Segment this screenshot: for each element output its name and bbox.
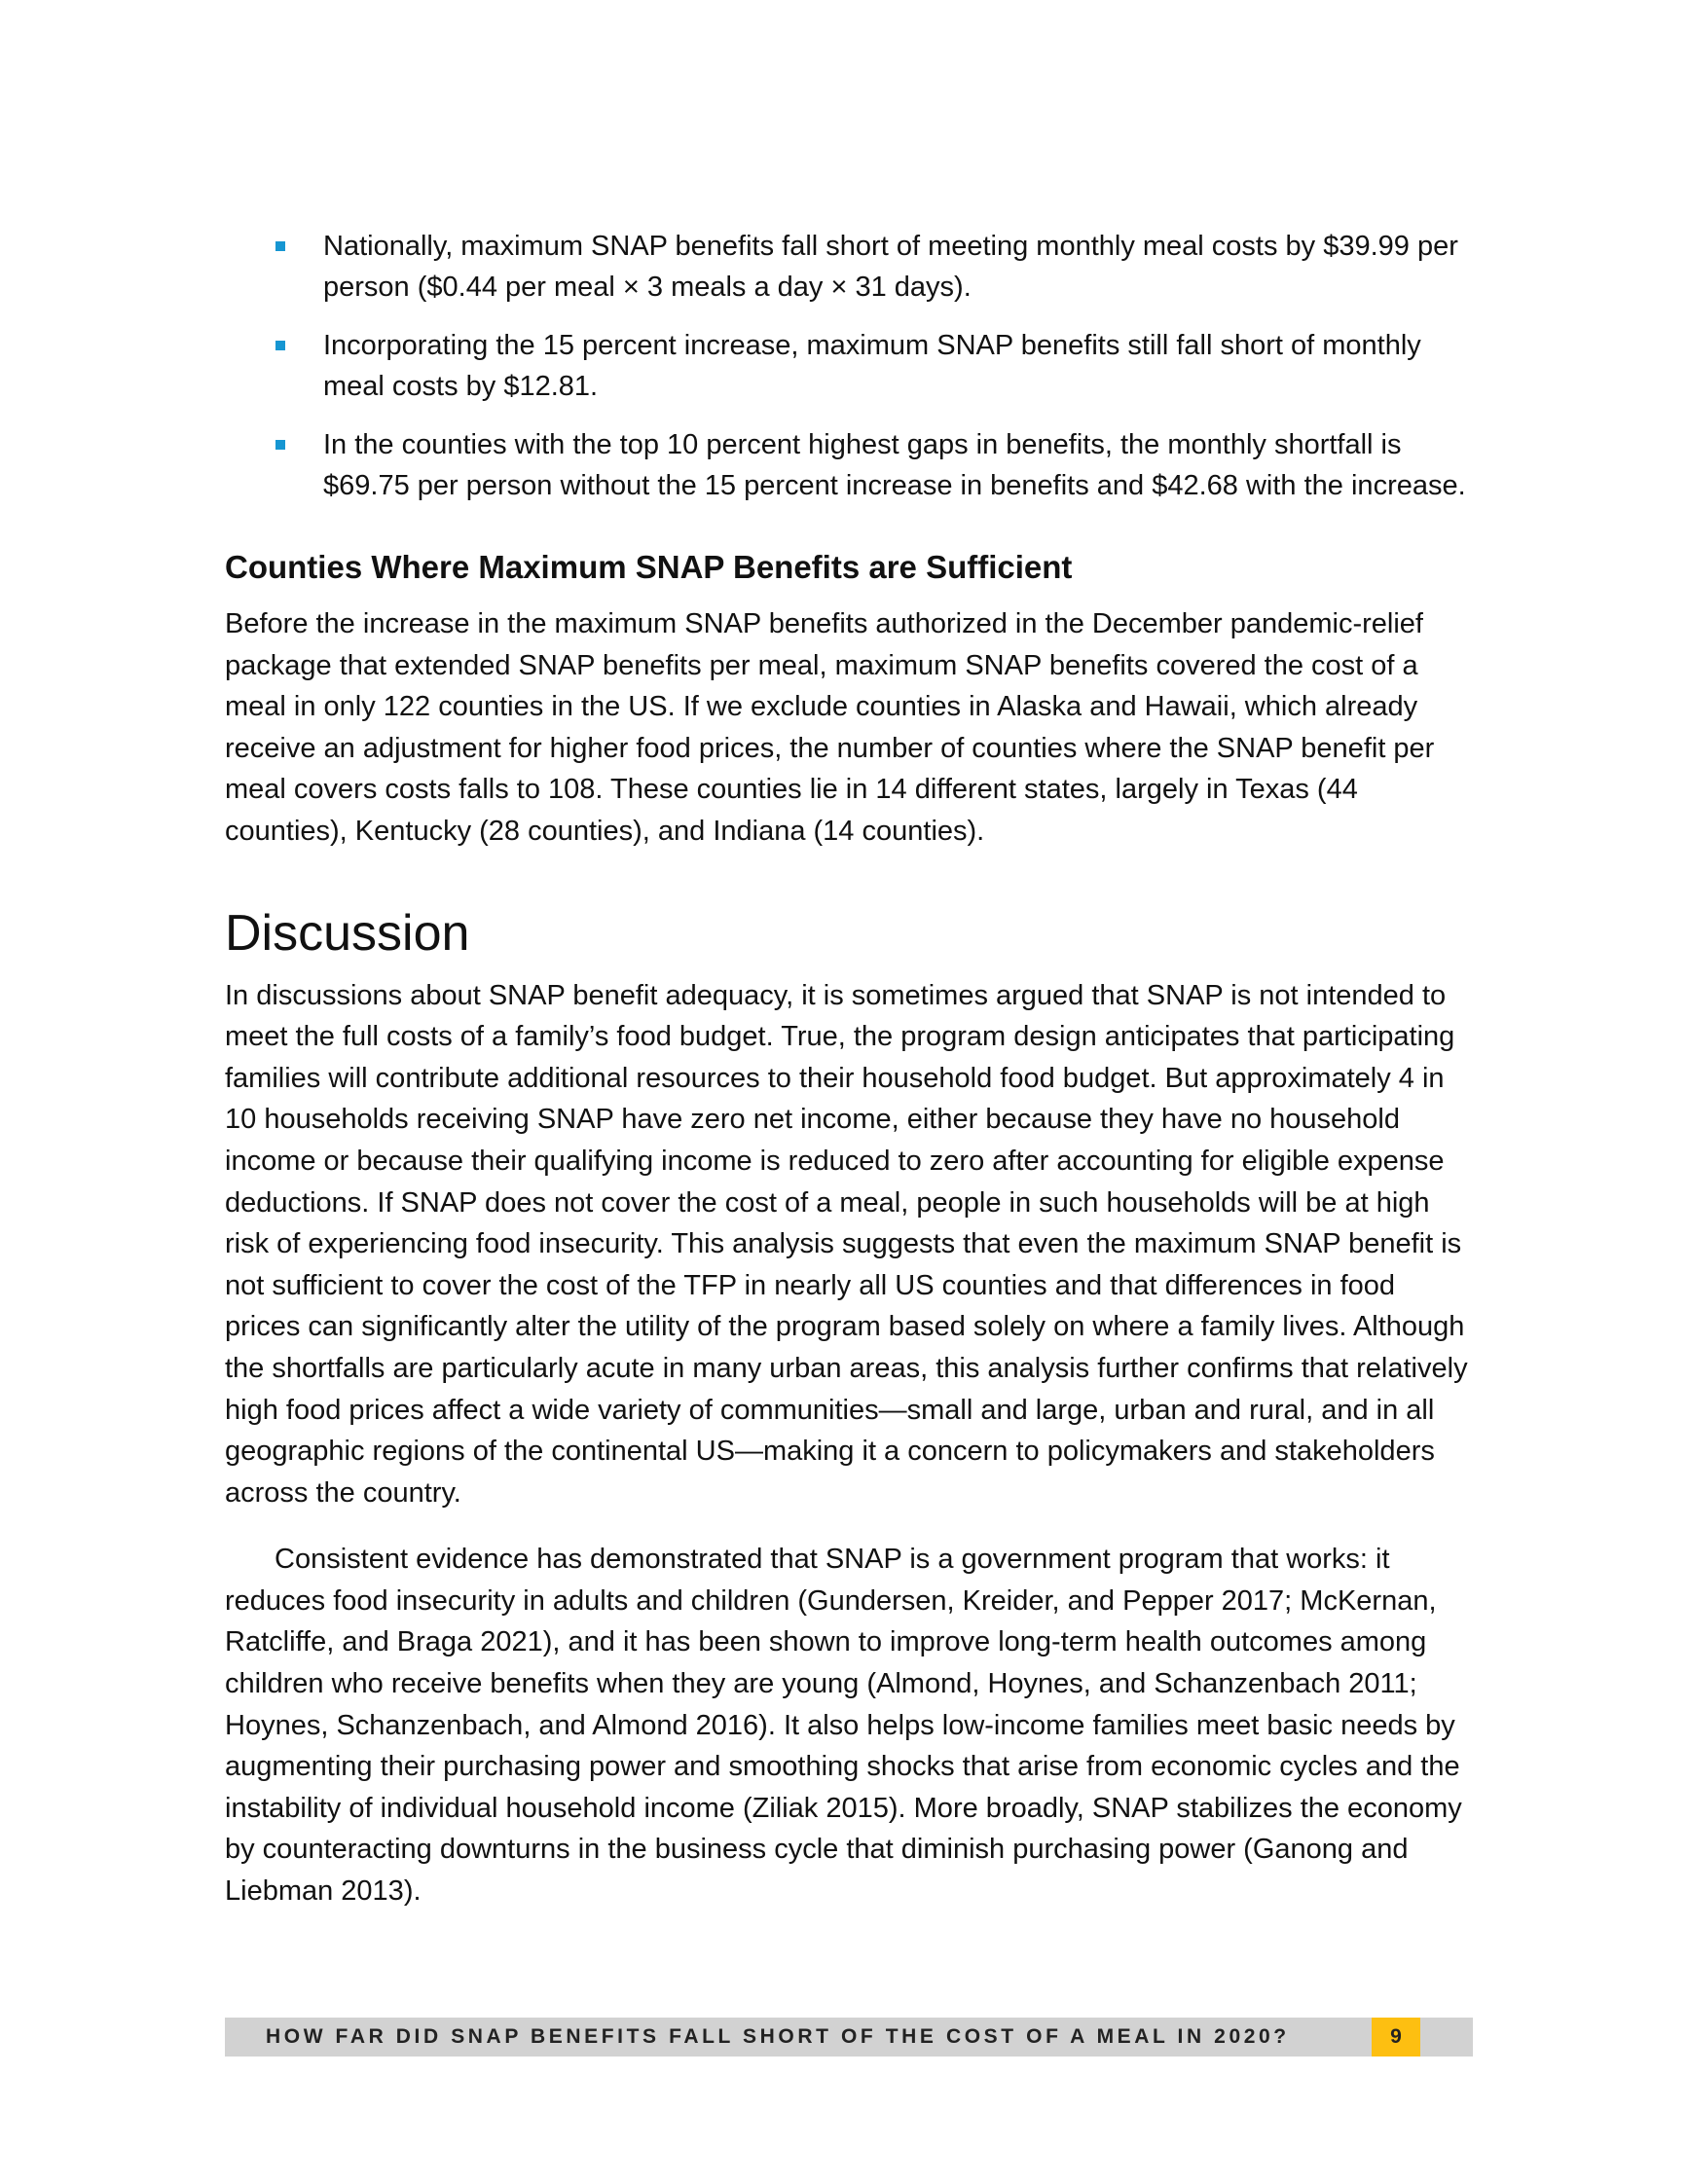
footer-bar: [225, 2018, 1473, 2057]
bullet-item: [225, 325, 1473, 407]
square-bullet-icon: [275, 440, 285, 450]
counties-heading: Counties Where Maximum SNAP Benefits are Sufficient: [225, 549, 1073, 585]
footer-title: HOW FAR DID SNAP BENEFITS FALL SHORT OF THE COST OF A MEAL IN 2020?: [266, 2025, 1290, 2048]
discussion-paragraph-2: Consistent evidence has demonstrated that SNAP is a government program that works: it reduces food insecurity in adults and children (Gundersen, Kreider, and Pepper 2017; McKernan, Ratcliffe, and Braga 2021), and it has been shown to improve long-term health outcomes among children who receive benefits when they are young (Almond, Hoynes, and Schanzenbach 2011; Hoynes, Schanzenbach, and Almond 2016). It also helps low-income families meet basic needs by augmenting their purchasing power and smoothing shocks that arise from economic cycles and the instability of individual household income (Ziliak 2015). More broadly, SNAP stabilizes the economy by counteracting downturns in the business cycle that diminish purchasing power (Ganong and Liebman 2013).: [225, 1544, 1462, 1908]
bullet-text: Nationally, maximum SNAP benefits fall short of meeting monthly meal costs by $39.99 per person ($0.44 per meal × 3 meals a day × 31 days).: [323, 231, 1458, 303]
square-bullet-icon: [275, 241, 285, 251]
page-number: 9: [1372, 2018, 1420, 2057]
page-content: [225, 226, 1473, 1912]
bullet-text: In the counties with the top 10 percent highest gaps in benefits, the monthly shortfall is $69.75 per person without the 15 percent increase in benefits and $42.68 with the increase.: [323, 429, 1466, 501]
bullet-item: [225, 226, 1473, 308]
counties-paragraph: Before the increase in the maximum SNAP benefits authorized in the December pandemic-relief package that extended SNAP benefits per meal, maximum SNAP benefits covered the cost of a meal in only 122 counties in the US. If we exclude counties in Alaska and Hawaii, which already receive an adjustment for higher food prices, the number of counties where the SNAP benefit per meal covers costs falls to 108. These counties lie in 14 different states, largely in Texas (44 counties), Kentucky (28 counties), and Indiana (14 counties).: [225, 608, 1435, 847]
discussion-paragraph-1: In discussions about SNAP benefit adequacy, it is sometimes argued that SNAP is not intended to meet the full costs of a family’s food budget. True, the program design anticipates that participating families will contribute additional resources to their household food budget. But approximately 4 in 10 households receiving SNAP have zero net income, either because they have no household income or because their qualifying income is reduced to zero after accounting for eligible expense deductions. If SNAP does not cover the cost of a meal, people in such households will be at high risk of experiencing food insecurity. This analysis suggests that even the maximum SNAP benefit is not sufficient to cover the cost of the TFP in nearly all US counties and that differences in food prices can significantly alter the utility of the program based solely on where a family lives. Although the shortfalls are particularly acute in many urban areas, this analysis further confirms that relatively high food prices affect a wide variety of communities—small and large, urban and rural, and in all geographic regions of the continental US—making it a concern to policymakers and stakeholders across the country.: [225, 979, 1468, 1509]
bullet-list: [225, 226, 1473, 506]
discussion-heading: Discussion: [225, 904, 470, 962]
square-bullet-icon: [275, 341, 285, 350]
bullet-text: Incorporating the 15 percent increase, maximum SNAP benefits still fall short of monthly meal costs by $12.81.: [323, 330, 1421, 402]
bullet-item: [225, 424, 1473, 506]
